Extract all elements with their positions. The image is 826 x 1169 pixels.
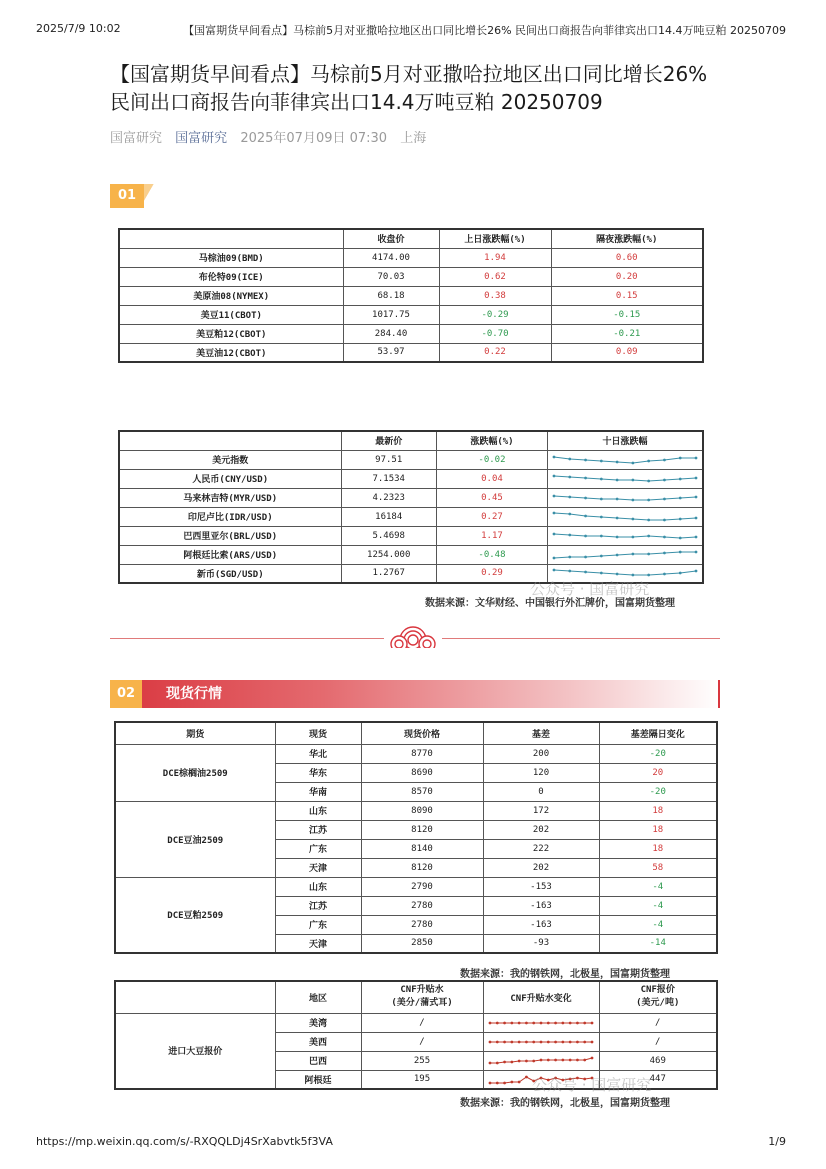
- basis: -163: [483, 896, 599, 915]
- spot-price: 2790: [361, 877, 483, 896]
- header-cell: CNF升贴水变化: [483, 981, 599, 1013]
- prev-change: 0.22: [439, 343, 551, 362]
- header-cell: 基差: [483, 722, 599, 744]
- table-row: [119, 450, 703, 469]
- cnf-premium: 195: [361, 1070, 483, 1089]
- spot-region: 天津: [275, 934, 361, 953]
- pct-change: 1.17: [436, 526, 547, 545]
- night-change: 0.09: [551, 343, 703, 362]
- spot-price: 8770: [361, 744, 483, 763]
- cnf-region: 巴西: [275, 1051, 361, 1070]
- cnf-region: 阿根廷: [275, 1070, 361, 1089]
- ten-day-trend-cell: [548, 526, 704, 545]
- prev-change: 1.94: [439, 248, 551, 267]
- section-banner-02: [110, 680, 720, 708]
- close-price: 1017.75: [343, 305, 439, 324]
- cnf-trend-cell: [483, 1051, 599, 1070]
- pct-change: -0.48: [436, 545, 547, 564]
- night-change: -0.21: [551, 324, 703, 343]
- header-cell: CNF报价 (美元/吨): [599, 981, 717, 1013]
- publish-datetime: 2025年07月09日 07:30: [240, 131, 388, 146]
- prev-change: 0.38: [439, 286, 551, 305]
- spot-region: 山东: [275, 877, 361, 896]
- currency-name: 人民币(CNY/USD): [119, 469, 341, 488]
- header-cell: 现货价格: [361, 722, 483, 744]
- cnf-source-note: 数据来源：我的钢铁网，北极星，国富期货整理: [460, 1098, 670, 1109]
- spot-table-header: [115, 722, 717, 744]
- import-soybean-group: 进口大豆报价: [115, 1013, 275, 1089]
- basis: 120: [483, 763, 599, 782]
- table-row: [115, 877, 717, 896]
- account-link[interactable]: 国富研究: [175, 131, 228, 146]
- currency-name: 美元指数: [119, 450, 341, 469]
- futures-contract: DCE豆粕2509: [115, 877, 275, 953]
- fx-source-note: 数据来源：文华财经、中国银行外汇牌价，国富期货整理: [425, 598, 675, 609]
- fx-table: [118, 430, 704, 584]
- header-cell: 最新价: [341, 431, 436, 450]
- ten-day-trend-cell: [548, 488, 704, 507]
- prev-change: -0.70: [439, 324, 551, 343]
- ten-day-trend-cell: [548, 545, 704, 564]
- basis-change: -20: [599, 782, 717, 801]
- basis-change: -14: [599, 934, 717, 953]
- header-cell: [119, 431, 341, 450]
- cnf-region: 美西: [275, 1032, 361, 1051]
- futures-table-header: [119, 229, 703, 248]
- spot-region: 广东: [275, 915, 361, 934]
- cnf-premium: /: [361, 1032, 483, 1051]
- currency-name: 新币(SGD/USD): [119, 564, 341, 583]
- basis: 222: [483, 839, 599, 858]
- latest-price: 1254.000: [341, 545, 436, 564]
- close-price: 70.03: [343, 267, 439, 286]
- night-change: 0.15: [551, 286, 703, 305]
- sparkline-icon: [486, 1035, 596, 1049]
- cnf-premium: 255: [361, 1051, 483, 1070]
- basis-change: -4: [599, 877, 717, 896]
- pct-change: 0.29: [436, 564, 547, 583]
- cnf-region: 美湾: [275, 1013, 361, 1032]
- spot-price: 8120: [361, 858, 483, 877]
- basis: 202: [483, 858, 599, 877]
- author: 国富研究: [110, 131, 163, 146]
- currency-name: 印尼卢比(IDR/USD): [119, 507, 341, 526]
- futures-contract: DCE棕榈油2509: [115, 744, 275, 801]
- basis: 0: [483, 782, 599, 801]
- cnf-quote: 447: [599, 1070, 717, 1089]
- table-row: [119, 526, 703, 545]
- table-row: [119, 324, 703, 343]
- pct-change: 0.04: [436, 469, 547, 488]
- prev-change: 0.62: [439, 267, 551, 286]
- latest-price: 4.2323: [341, 488, 436, 507]
- spot-price: 8570: [361, 782, 483, 801]
- header-cell: CNF升贴水 (美分/蒲式耳): [361, 981, 483, 1013]
- basis: 202: [483, 820, 599, 839]
- ten-day-trend-cell: [548, 450, 704, 469]
- spot-region: 华南: [275, 782, 361, 801]
- basis-change: -4: [599, 915, 717, 934]
- sparkline-icon: [486, 1016, 596, 1030]
- table-row: [119, 305, 703, 324]
- spot-region: 山东: [275, 801, 361, 820]
- spot-price: 8140: [361, 839, 483, 858]
- header-cell: 涨跌幅(%): [436, 431, 547, 450]
- basis-change: 20: [599, 763, 717, 782]
- currency-name: 马来林吉特(MYR/USD): [119, 488, 341, 507]
- basis-change: -20: [599, 744, 717, 763]
- watermark: 公众号 · 国富研究: [532, 1076, 652, 1094]
- instrument-name: 美豆11(CBOT): [119, 305, 343, 324]
- spot-region: 江苏: [275, 896, 361, 915]
- print-page-number: 1/9: [768, 1135, 786, 1148]
- basis: 200: [483, 744, 599, 763]
- basis: -163: [483, 915, 599, 934]
- table-row: [115, 801, 717, 820]
- cnf-trend-cell: [483, 1013, 599, 1032]
- instrument-name: 布伦特09(ICE): [119, 267, 343, 286]
- basis: 172: [483, 801, 599, 820]
- instrument-name: 美豆油12(CBOT): [119, 343, 343, 362]
- section-badge-02: 02: [110, 680, 142, 708]
- sparkline-icon: [550, 528, 700, 544]
- header-cell: 基差隔日变化: [599, 722, 717, 744]
- header-cell: 上日涨跌幅(%): [439, 229, 551, 248]
- instrument-name: 美原油08(NYMEX): [119, 286, 343, 305]
- sparkline-icon: [486, 1054, 596, 1068]
- table-row: [119, 469, 703, 488]
- print-datetime: 2025/7/9 10:02: [36, 22, 121, 35]
- spot-table: [114, 721, 718, 954]
- latest-price: 16184: [341, 507, 436, 526]
- header-cell: 地区: [275, 981, 361, 1013]
- cnf-quote: /: [599, 1013, 717, 1032]
- header-cell: 十日涨跌幅: [548, 431, 704, 450]
- header-cell: 现货: [275, 722, 361, 744]
- latest-price: 97.51: [341, 450, 436, 469]
- cnf-trend-cell: [483, 1032, 599, 1051]
- spot-price: 8090: [361, 801, 483, 820]
- article-title-line1: 【国富期货早间看点】马棕前5月对亚撒哈拉地区出口同比增长26%: [110, 62, 708, 86]
- header-cell: [115, 981, 275, 1013]
- table-row: [119, 267, 703, 286]
- close-price: 284.40: [343, 324, 439, 343]
- print-page-title: 【国富期货早间看点】马棕前5月对亚撒哈拉地区出口同比增长26% 民间出口商报告向菲律宾出口14.4万吨豆粕 20250709: [183, 24, 786, 37]
- spot-price: 2780: [361, 915, 483, 934]
- banner-end-bar: [718, 680, 720, 708]
- spot-source-note: 数据来源：我的钢铁网，北极星，国富期货整理: [460, 969, 670, 980]
- latest-price: 5.4698: [341, 526, 436, 545]
- article-title-line2: 民间出口商报告向菲律宾出口14.4万吨豆粕 20250709: [110, 90, 603, 114]
- basis-change: 18: [599, 820, 717, 839]
- basis: -93: [483, 934, 599, 953]
- publish-location: 上海: [400, 131, 427, 146]
- cnf-table-header: [115, 981, 717, 1013]
- table-row: [119, 507, 703, 526]
- header-cell: 隔夜涨跌幅(%): [551, 229, 703, 248]
- spot-region: 天津: [275, 858, 361, 877]
- night-change: -0.15: [551, 305, 703, 324]
- sparkline-icon: [550, 547, 700, 563]
- basis-change: 18: [599, 801, 717, 820]
- spot-region: 江苏: [275, 820, 361, 839]
- futures-table: [118, 228, 704, 363]
- table-row: [119, 488, 703, 507]
- close-price: 4174.00: [343, 248, 439, 267]
- pct-change: 0.27: [436, 507, 547, 526]
- watermark: 公众号 · 国富研究: [530, 580, 650, 598]
- sparkline-icon: [550, 490, 700, 506]
- table-row: [119, 343, 703, 362]
- night-change: 0.20: [551, 267, 703, 286]
- currency-name: 阿根廷比索(ARS/USD): [119, 545, 341, 564]
- basis: -153: [483, 877, 599, 896]
- table-row: [115, 744, 717, 763]
- spot-price: 8120: [361, 820, 483, 839]
- table-row: [115, 1013, 717, 1032]
- cnf-premium: /: [361, 1013, 483, 1032]
- pct-change: 0.45: [436, 488, 547, 507]
- spot-region: 广东: [275, 839, 361, 858]
- latest-price: 1.2767: [341, 564, 436, 583]
- close-price: 68.18: [343, 286, 439, 305]
- header-cell: [119, 229, 343, 248]
- futures-contract: DCE豆油2509: [115, 801, 275, 877]
- fx-table-header: [119, 431, 703, 450]
- cnf-quote: /: [599, 1032, 717, 1051]
- spot-price: 2780: [361, 896, 483, 915]
- instrument-name: 马棕油09(BMD): [119, 248, 343, 267]
- spot-region: 华东: [275, 763, 361, 782]
- instrument-name: 美豆粕12(CBOT): [119, 324, 343, 343]
- table-row: [119, 248, 703, 267]
- divider-ornament-icon: [384, 622, 442, 652]
- header-cell: 期货: [115, 722, 275, 744]
- table-row: [119, 545, 703, 564]
- night-change: 0.60: [551, 248, 703, 267]
- basis-change: 58: [599, 858, 717, 877]
- ten-day-trend-cell: [548, 469, 704, 488]
- prev-change: -0.29: [439, 305, 551, 324]
- article-title: [110, 60, 750, 116]
- spot-region: 华北: [275, 744, 361, 763]
- basis-change: 18: [599, 839, 717, 858]
- sparkline-icon: [550, 509, 700, 525]
- cnf-quote: 469: [599, 1051, 717, 1070]
- section-badge-01: 01: [110, 184, 144, 208]
- close-price: 53.97: [343, 343, 439, 362]
- basis-change: -4: [599, 896, 717, 915]
- currency-name: 巴西里亚尔(BRL/USD): [119, 526, 341, 545]
- sparkline-icon: [550, 471, 700, 487]
- spot-price: 8690: [361, 763, 483, 782]
- sparkline-icon: [550, 452, 700, 468]
- article-meta: [110, 127, 435, 146]
- spot-price: 2850: [361, 934, 483, 953]
- pct-change: -0.02: [436, 450, 547, 469]
- print-url[interactable]: https://mp.weixin.qq.com/s/-RXQQLDj4SrXabvtk5f3VA: [36, 1135, 333, 1148]
- latest-price: 7.1534: [341, 469, 436, 488]
- header-cell: 收盘价: [343, 229, 439, 248]
- table-row: [119, 286, 703, 305]
- ten-day-trend-cell: [548, 507, 704, 526]
- section-title-02: 现货行情: [166, 686, 222, 702]
